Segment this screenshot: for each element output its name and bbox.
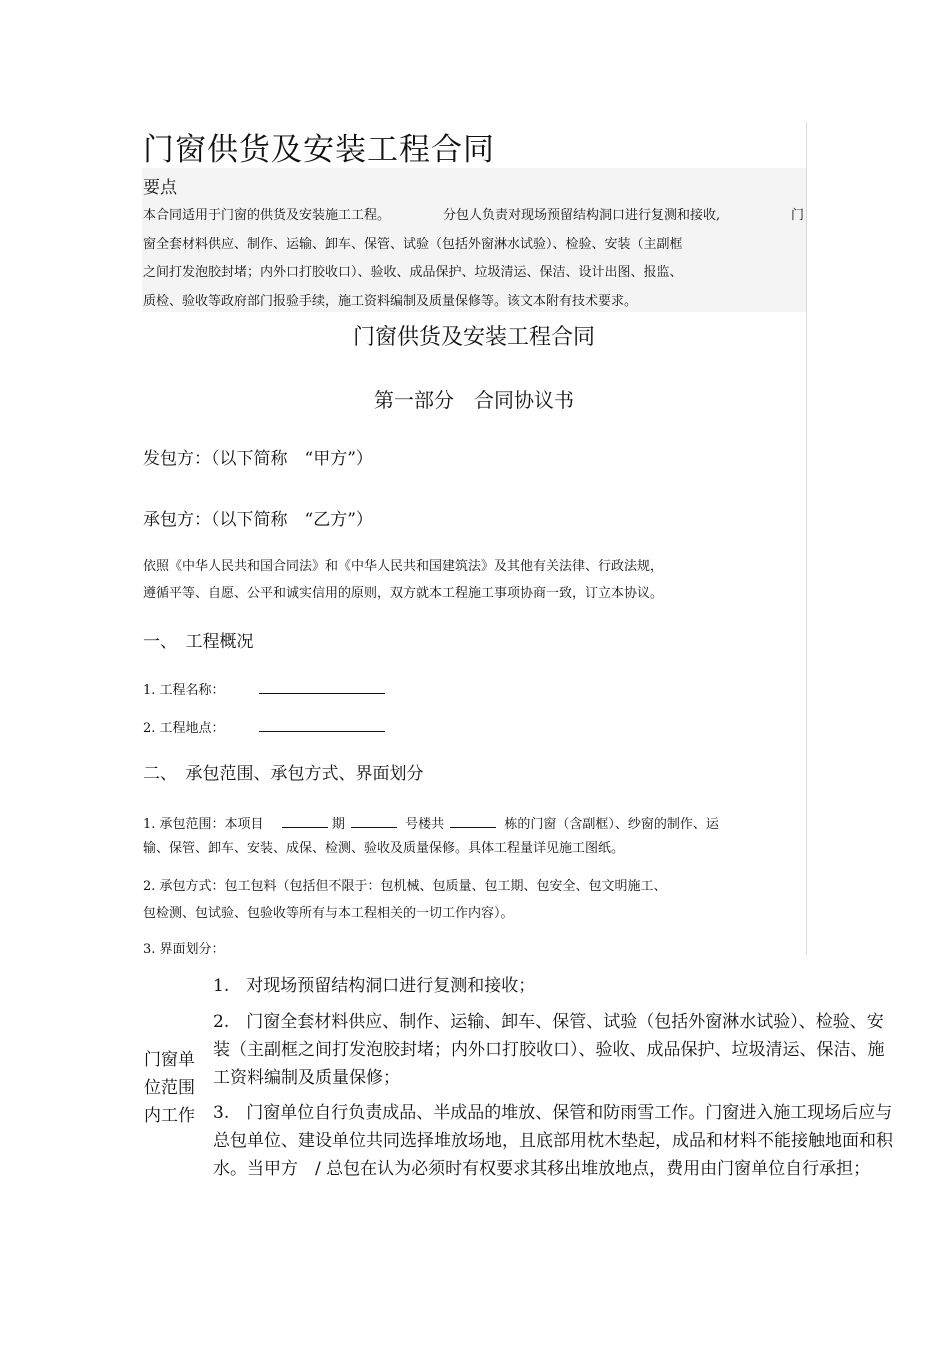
party-a: 发包方：（以下简称 “甲方”） (143, 449, 373, 469)
summary-line-1a: 本合同适用于门窗的供货及安装施工工程。 (143, 208, 391, 223)
intro-line-2: 遵循平等、自愿、公平和诚实信用的原则，双方就本工程施工事项协商一致，订立本协议。 (143, 586, 664, 601)
scope-text-b: 期 (331, 817, 345, 832)
phase-blank (282, 815, 328, 828)
interface-heading: 3. 界面划分： (143, 942, 225, 957)
project-site-label: 2. 工程地点： (143, 721, 225, 736)
project-name-row (143, 679, 385, 698)
section2-heading: 二、 承包范围、承包方式、界面划分 (143, 764, 424, 784)
project-name-blank (259, 681, 385, 694)
project-site-row (143, 717, 385, 736)
scope-item-3: 3. 门窗单位自行负责成品、半成品的堆放、保管和防雨雪工作。门窗进入施工现场后应与总包单位、建设单位共同选择堆放场地，且底部用枕木垫起，成品和材料不能接触地面和积水。当甲方 / 总包在认为必须时有权要求其移出堆放地点，费用由门窗单位自行承担； (213, 1103, 893, 1179)
scope-text-a: 1. 承包范围：本项目 (143, 817, 264, 832)
contract-part-heading: 第一部分 合同协议书 (374, 388, 574, 412)
scope-line-1 (143, 813, 719, 832)
page-vertical-rule (806, 122, 807, 955)
summary-line-2: 窗全套材料供应、制作、运输、卸车、保管、试验（包括外窗淋水试验）、检验、安装（主副框 (143, 237, 683, 252)
scope-text-c: 号楼共 (405, 817, 445, 832)
project-name-label: 1. 工程名称： (143, 683, 225, 698)
summary-line-1b: 分包人负责对现场预留结构洞口进行复测和接收, (443, 208, 721, 223)
summary-heading: 要点 (143, 178, 177, 198)
contract-title: 门窗供货及安装工程合同 (352, 325, 595, 350)
method-line-1: 2. 承包方式：包工包料（包括但不限于：包机械、包质量、包工期、包安全、包文明施工、 (143, 879, 667, 894)
party-b: 承包方：（以下简称 “乙方”） (143, 510, 373, 530)
scope-item-2: 2. 门窗全套材料供应、制作、运输、卸车、保管、试验（包括外窗淋水试验）、检验、安装（主副框之间打发泡胶封堵；内外口打胶收口）、验收、成品保护、垃圾清运、保洁、施工资料编制及质量保修； (213, 1012, 885, 1088)
building-no-blank (351, 815, 397, 828)
section1-heading: 一、 工程概况 (143, 632, 254, 652)
project-site-blank (259, 719, 385, 732)
summary-line-1c: 门 (791, 208, 805, 223)
scope-line-2: 输、保管、卸车、安装、成保、检测、验收及质量保修。具体工程量详见施工图纸。 (143, 841, 625, 856)
document-title: 门窗供货及安装工程合同 (143, 132, 495, 168)
method-line-2: 包检测、包试验、包验收等所有与本工程相关的一切工作内容）。 (143, 906, 514, 921)
scope-item-1: 1. 对现场预留结构洞口进行复测和接收； (213, 976, 536, 996)
intro-line-1: 依照《中华人民共和国合同法》和《中华人民共和国建筑法》及其他有关法律、行政法规， (143, 559, 664, 574)
building-count-blank (450, 815, 496, 828)
scope-table-label: 门窗单位范围内工作 (144, 1050, 195, 1126)
summary-line-4: 质检、验收等政府部门报验手续，施工资料编制及质量保修等。该文本附有技术要求。 (143, 294, 638, 309)
summary-line-3: 之间打发泡胶封堵；内外口打胶收口）、验收、成品保护、垃圾清运、保洁、设计出图、报监、 (143, 265, 683, 280)
scope-text-d: 栋的门窗（含副框）、纱窗的制作、运 (504, 817, 719, 832)
